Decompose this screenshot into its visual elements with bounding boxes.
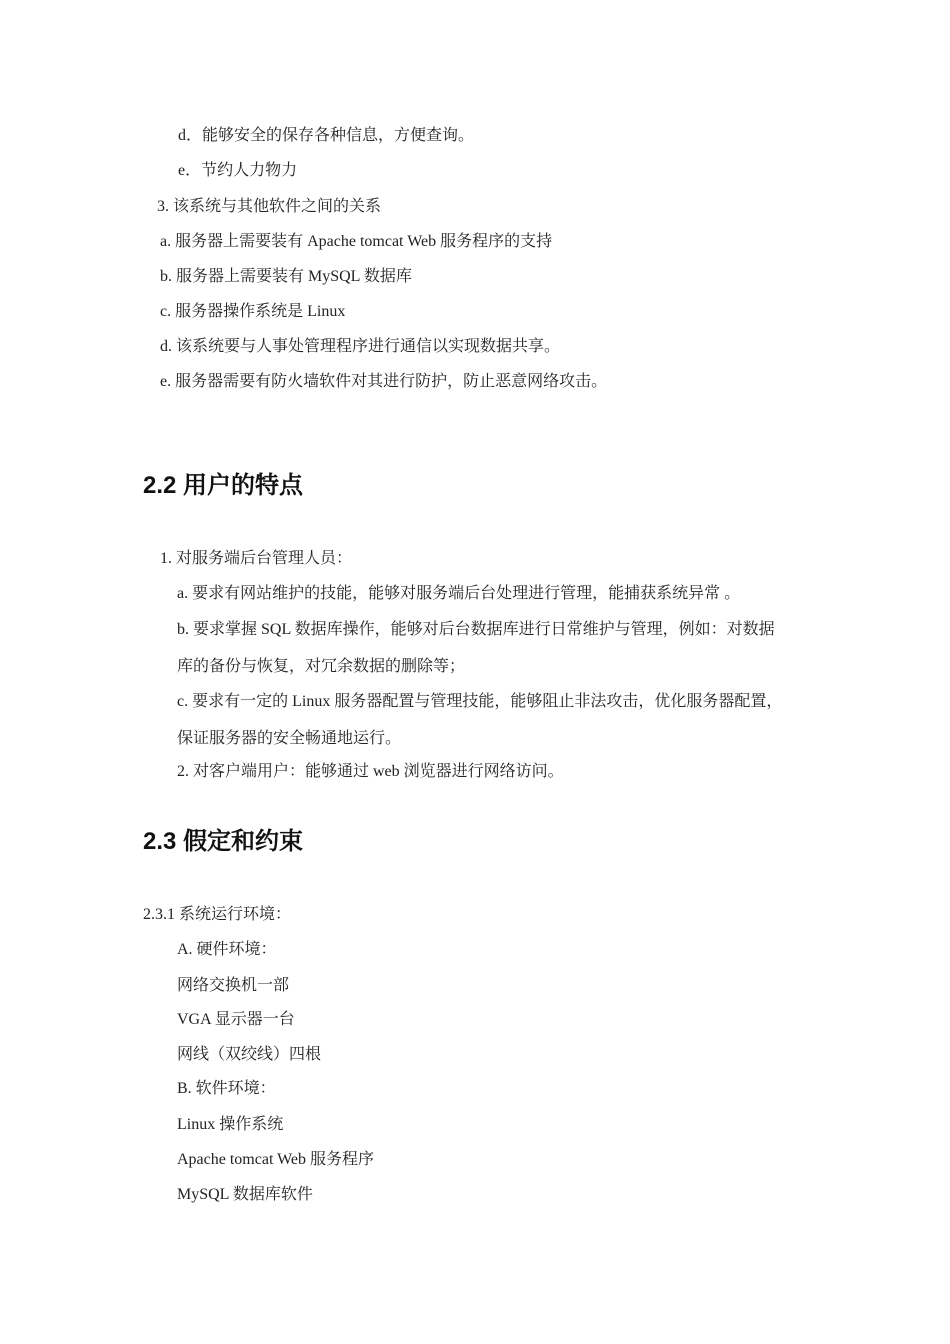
section-heading-2-3: 2.3 假定和约束 [143,828,304,855]
list-item: b. 服务器上需要装有 MySQL 数据库 [160,268,412,285]
hardware-env-title: A. 硬件环境： [177,941,277,958]
list-item: 1. 对服务端后台管理人员： [160,550,353,567]
software-env-title: B. 软件环境： [177,1080,276,1097]
subsection-title-relations: 3. 该系统与其他软件之间的关系 [157,198,382,215]
list-item-d: d．能够安全的保存各种信息，方便查询。 [178,127,475,144]
list-item: a. 服务器上需要装有 Apache tomcat Web 服务程序的支持 [160,233,553,250]
list-item: VGA 显示器一台 [177,1011,295,1028]
list-item-e: e．节约人力物力 [178,162,298,179]
list-item: e. 服务器需要有防火墙软件对其进行防护，防止恶意网络攻击。 [160,373,608,390]
section-heading-2-2: 2.2 用户的特点 [143,472,304,499]
list-item: b. 要求掌握 SQL 数据库操作，能够对后台数据库进行日常维护与管理，例如：对数据 [177,621,775,638]
list-item: a. 要求有网站维护的技能，能够对服务端后台处理进行管理，能捕获系统异常 。 [177,585,741,602]
list-item: c. 服务器操作系统是 Linux [160,303,346,320]
list-item-continuation: 库的备份与恢复，对冗余数据的删除等； [177,658,466,675]
list-item: 2. 对客户端用户：能够通过 web 浏览器进行网络访问。 [177,763,564,780]
list-item-continuation: 保证服务器的安全畅通地运行。 [177,730,402,747]
list-item: MySQL 数据库软件 [177,1186,313,1203]
list-item: 网线（双绞线）四根 [177,1046,322,1063]
list-item: 网络交换机一部 [177,977,290,994]
list-item: Apache tomcat Web 服务程序 [177,1151,375,1168]
list-item: d. 该系统要与人事处管理程序进行通信以实现数据共享。 [160,338,561,355]
list-item: c. 要求有一定的 Linux 服务器配置与管理技能，能够阻止非法攻击，优化服务器配置， [177,693,783,710]
list-item: Linux 操作系统 [177,1116,284,1133]
subsection-title-runtime-env: 2.3.1 系统运行环境： [143,906,292,923]
